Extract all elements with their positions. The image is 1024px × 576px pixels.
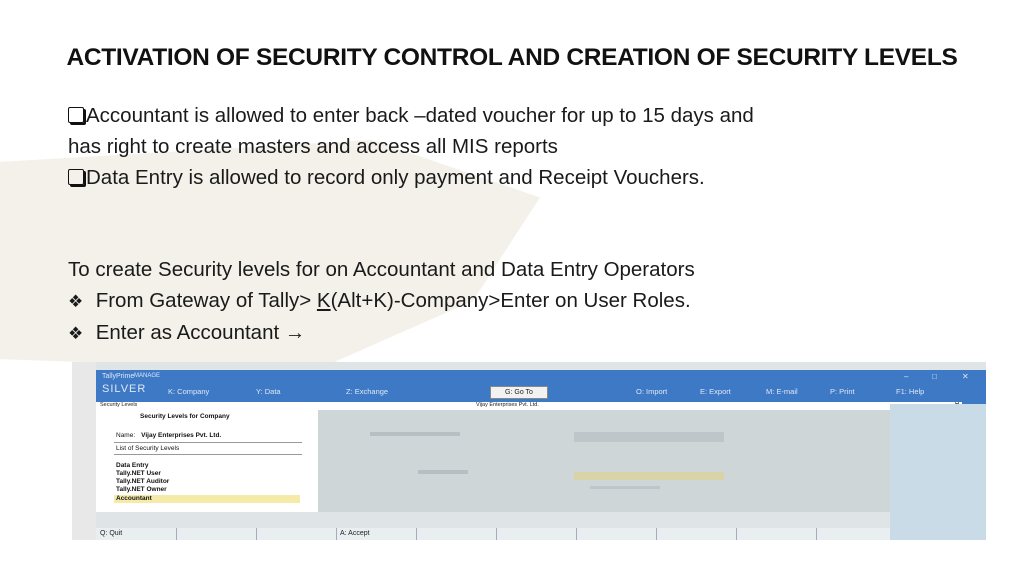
divider (114, 442, 302, 443)
tally-screenshot (72, 362, 986, 540)
menu-import[interactable]: O: Import (636, 387, 668, 396)
panel-title: Security Levels for Company (140, 413, 230, 420)
blurred-text (590, 486, 660, 489)
bottom-cell (256, 528, 337, 540)
blurred-text (574, 472, 724, 480)
bottom-cell (176, 528, 257, 540)
checkbox-bullet-icon (68, 107, 84, 123)
diamond-bullet-icon: ❖ (68, 324, 84, 343)
slide-title: ACTIVATION OF SECURITY CONTROL AND CREATION OF SECURITY LEVELS (66, 44, 958, 71)
tally-brand: TallyPrime (102, 373, 135, 380)
list-item-selected[interactable]: Accountant (116, 495, 152, 502)
tally-brand-sub: MANAGE (134, 373, 161, 379)
maximize-icon[interactable]: □ (932, 372, 937, 381)
bottom-cell (576, 528, 657, 540)
role-line-accountant: Accountant is allowed to enter back –dated voucher for up to 15 days and (68, 100, 948, 131)
menu-data[interactable]: Y: Data (256, 387, 281, 396)
list-item[interactable]: Data Entry (116, 462, 149, 469)
divider (114, 454, 302, 455)
menu-export[interactable]: E: Export (700, 387, 731, 396)
menu-company[interactable]: K: Company (168, 387, 210, 396)
minimize-icon[interactable]: – (904, 372, 909, 381)
role-line-accountant-cont: has right to create masters and access all MIS reports (68, 135, 558, 158)
company-name: Vijay Enterprises Pvt. Ltd. (476, 402, 539, 408)
security-levels-panel (96, 410, 318, 512)
close-icon[interactable]: ✕ (962, 372, 969, 381)
blurred-text (418, 470, 468, 474)
tally-top-bar (96, 370, 986, 404)
list-item[interactable]: Tally.NET User (116, 470, 161, 477)
bottom-cell (496, 528, 577, 540)
blurred-text (574, 432, 724, 442)
quit-button[interactable]: Q: Quit (100, 530, 123, 537)
screenshot-margin (72, 362, 96, 540)
menu-print[interactable]: P: Print (830, 387, 855, 396)
button-panel (890, 404, 986, 540)
company-name-row: Name: Vijay Enterprises Pvt. Ltd. (116, 432, 222, 439)
bottom-cell (656, 528, 737, 540)
background-gateway-dimmed (318, 410, 890, 512)
step-2: ❖ Enter as Accountant → (68, 317, 948, 349)
list-item[interactable]: Tally.NET Owner (116, 486, 167, 493)
screen-name: Security Levels (100, 402, 138, 408)
menu-help[interactable]: F1: Help (896, 387, 925, 396)
shortcut-key: K (316, 289, 331, 312)
list-title: List of Security Levels (116, 445, 180, 452)
tally-bottom-bar (96, 528, 890, 540)
steps-intro: To create Security levels for on Accountant and Data Entry Operators (68, 258, 695, 281)
menu-email[interactable]: M: E-mail (766, 387, 798, 396)
accept-button[interactable]: A: Accept (340, 530, 370, 537)
step-1: ❖ From Gateway of Tally> K(Alt+K)-Company>Enter on User Roles. (68, 285, 948, 317)
bottom-cell (416, 528, 497, 540)
checkbox-bullet-icon (68, 169, 84, 185)
diamond-bullet-icon: ❖ (68, 292, 84, 311)
paragraph-steps (68, 254, 948, 349)
role-line-data-entry: Data Entry is allowed to record only payment and Receipt Vouchers. (68, 162, 948, 193)
blurred-text (370, 432, 460, 436)
paragraph-security-roles (68, 100, 948, 193)
bottom-cell (736, 528, 817, 540)
menu-exchange[interactable]: Z: Exchange (346, 387, 389, 396)
goto-button[interactable]: G: Go To (490, 386, 548, 399)
tally-subtitle-bar (96, 402, 962, 410)
tally-edition: SILVER (102, 383, 147, 395)
list-item[interactable]: Tally.NET Auditor (116, 478, 170, 485)
